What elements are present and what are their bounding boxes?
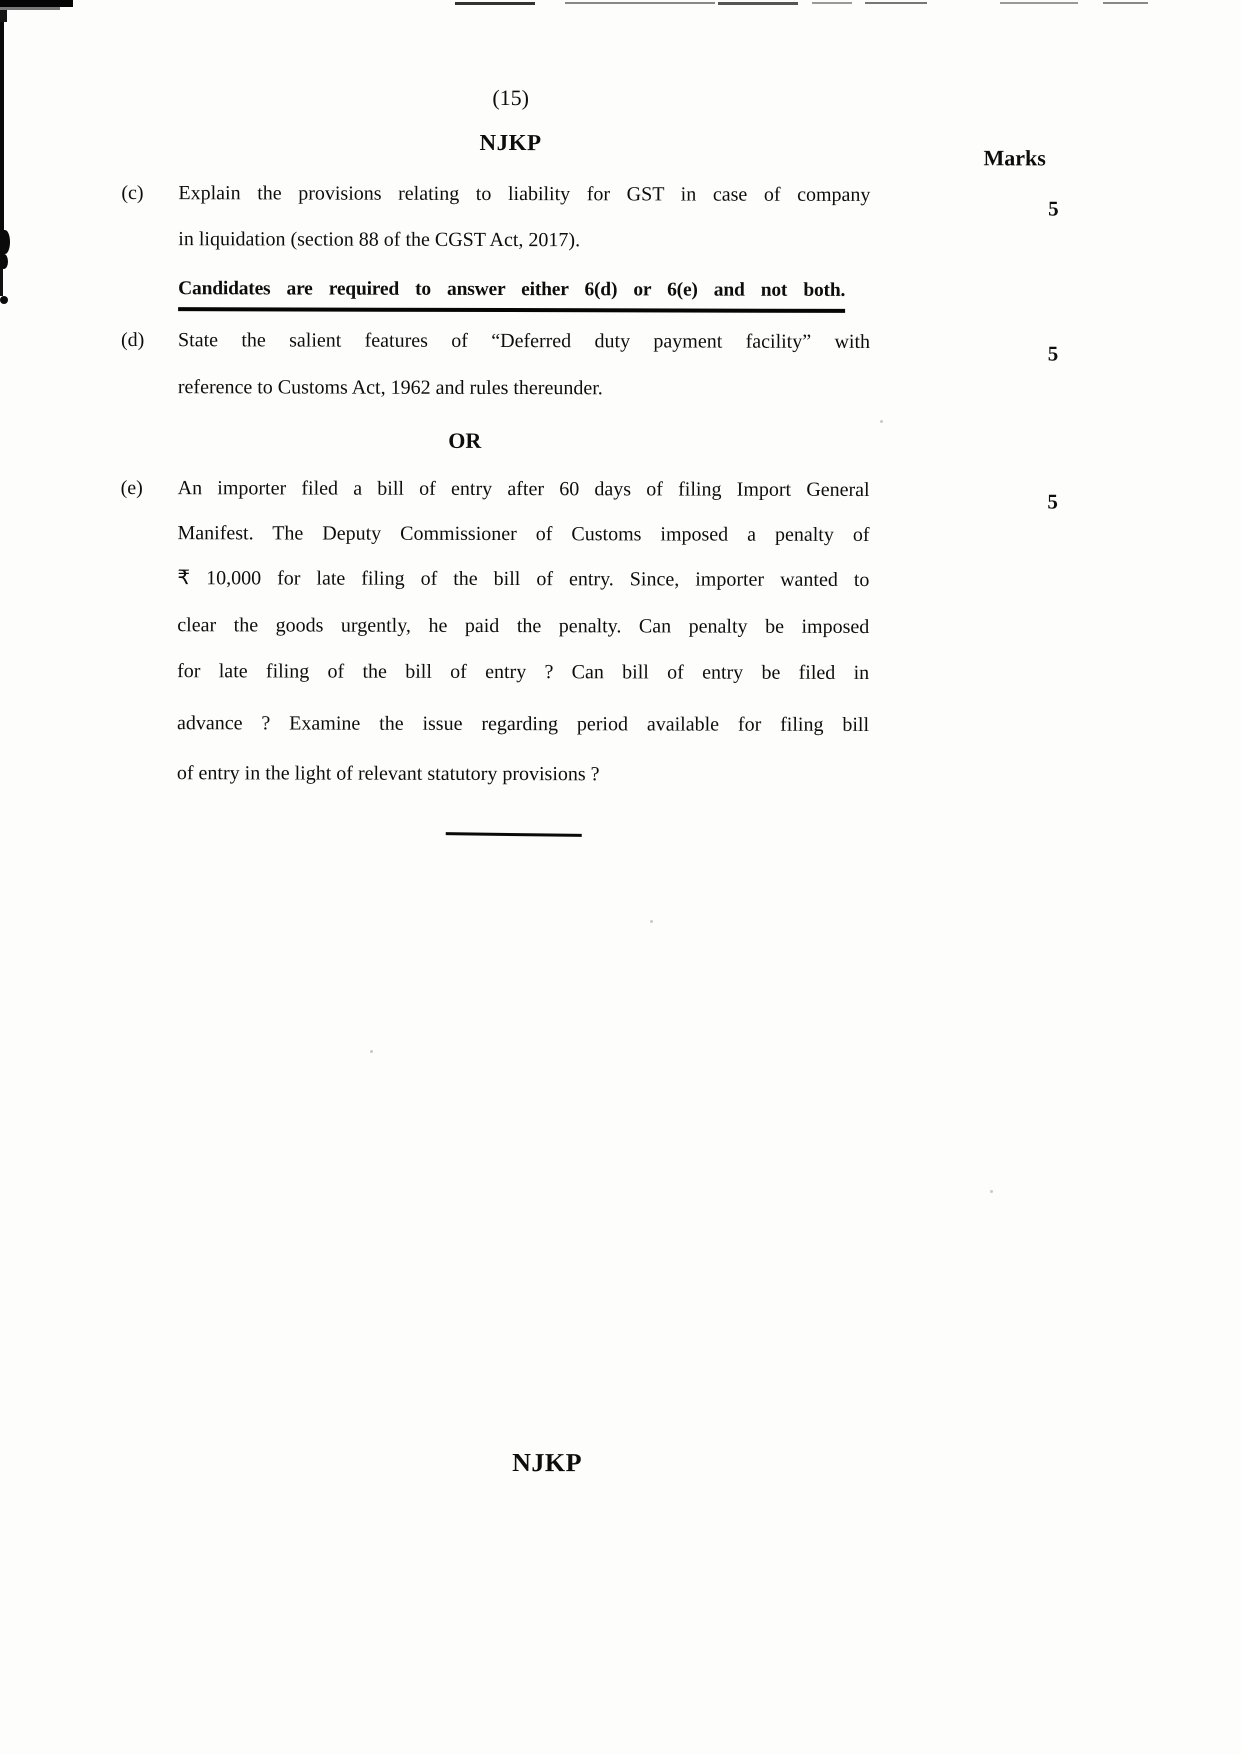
question-e-line: An importer filed a bill of entry after 60 days of filing Import General — [177, 477, 870, 501]
question-d-line: State the salient features of “Deferred duty payment facility” with — [177, 329, 871, 353]
question-c-label: (c) — [121, 182, 144, 205]
question-e-line: ₹ 10,000 for late filing of the bill of entry. Since, importer wanted to — [177, 567, 870, 591]
question-d-label: (d) — [120, 329, 145, 352]
footer-code: NJKP — [512, 1448, 583, 1478]
section-end-rule — [446, 832, 582, 837]
question-e-marks: 5 — [1047, 489, 1058, 514]
page-number: (15) — [492, 84, 530, 111]
question-e-line: Manifest. The Deputy Commissioner of Customs imposed a penalty of — [177, 522, 870, 546]
notice-banner: Candidates are required to answer either 6(d) or 6(e) and not both. — [178, 275, 845, 313]
question-e-line: for late filing of the bill of entry ? Can bill of entry be filed in — [177, 660, 870, 684]
question-d-marks: 5 — [1047, 341, 1059, 366]
question-c-line: in liquidation (section 88 of the CGST Act, 2017). — [178, 228, 581, 252]
header-code: NJKP — [479, 129, 542, 156]
question-e-label: (e) — [120, 477, 143, 500]
marks-column-label: Marks — [983, 145, 1046, 171]
question-e-line: clear the goods urgently, he paid the penalty. Can penalty be imposed — [177, 614, 870, 638]
question-d-line: reference to Customs Act, 1962 and rules thereunder. — [177, 376, 603, 400]
question-e-line: of entry in the light of relevant statutory provisions ? — [176, 762, 600, 786]
question-c-marks: 5 — [1048, 196, 1059, 221]
question-e-line: advance ? Examine the issue regarding period available for filing bill — [176, 712, 870, 736]
question-c-line: Explain the provisions relating to liability for GST in case of company — [178, 182, 871, 206]
or-separator: OR — [448, 427, 482, 453]
